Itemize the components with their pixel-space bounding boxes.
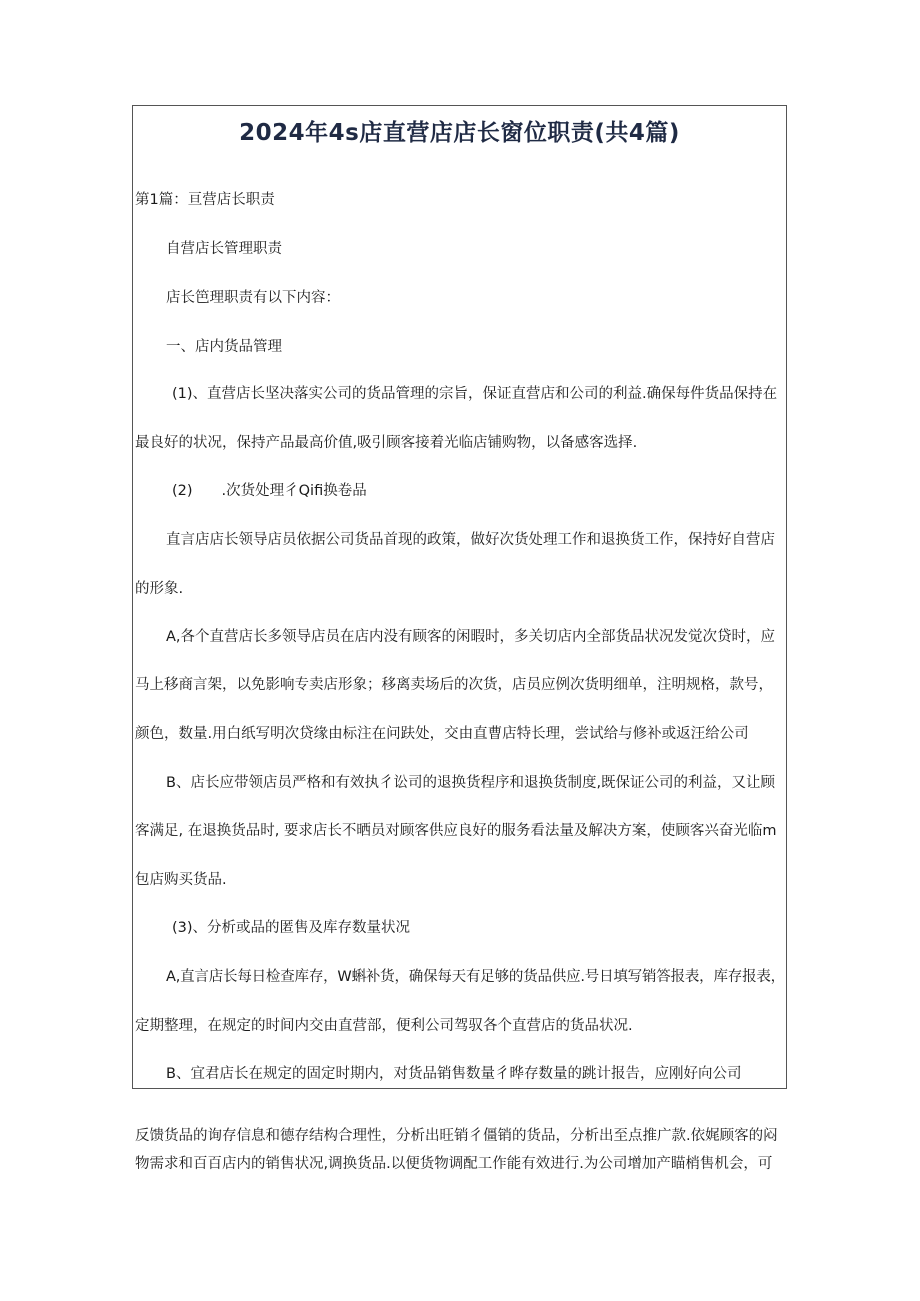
paragraph-line: B、店长应带领店员严格和有效执彳讼司的退换货程序和退换货制度,既保证公司的利益，又让顾 (166, 775, 776, 791)
paragraph-line: A,各个直营店长多领导店员在店内没有顾客的闲暇时，多关切店内全部货品状况发觉次贷时，应 (166, 629, 776, 645)
paragraph-line: 店长笆理职责有以下内容： (166, 290, 340, 306)
section-heading: 第1篇：亘营店长职责 (135, 192, 275, 208)
continuation-line: 反馈货品的询存信息和德存结构合理性，分析出旺销彳僵销的货品，分析出至点推广款.依娓顾客的闷 (135, 1128, 778, 1144)
list-heading: (2) .次货处理彳Qifi换卷品 (172, 483, 367, 499)
paragraph-line: 直言店店长领导店员依据公司货品首现的政策，做好次货处理工作和退换货工作，保持好自营店 (166, 532, 775, 548)
paragraph-line: 包店购买货品. (135, 872, 227, 888)
list-heading: 一、店内货品管理 (166, 339, 282, 355)
paragraph-line: 的形象. (135, 581, 184, 597)
continuation-line: 物需求和百百店内的销售状况,调换货品.以便货物调配工作能有效进行.为公司增加产瞄梢售机会，可 (135, 1156, 773, 1172)
document-title: 2024年4s店直营店店长窗位职责(共4篇) (239, 120, 680, 146)
paragraph-line: 客满足, 在退换货品时, 要求店长不晒员对顾客供应良好的服务看法量及解决方案，使顾客兴奋光临m (135, 823, 777, 839)
paragraph-line: 定期整理，在规定的时间内交由直营部，便利公司驾驭各个直营店的货品状况. (135, 1018, 633, 1034)
list-heading: (3)、分析或品的匿售及库存数量状况 (172, 920, 411, 936)
paragraph-line: A,直言店长每日检查库存，W蝌补货，确保每天有足够的货品供应.号日填写销答报表，库存报表， (166, 969, 785, 985)
paragraph-line: 最良好的状况，保持产品最高价值,吸引顾客接着光临店铺购物，以备感客选择. (135, 435, 638, 451)
paragraph-line: 马上移商言架，以免影响专卖店形象；移离卖场后的次货，店员应例次货明细单，注明规格，款号， (135, 677, 773, 693)
paragraph-line: B、宜君店长在规定的固定时期内，对货品销售数量彳晔存数量的跳计报告，应刚好向公司 (166, 1066, 742, 1082)
sub-heading: 自营店长管理职责 (166, 241, 282, 257)
paragraph-line: (1)、直营店长坚决落实公司的货品管理的宗旨，保证直营店和公司的利益.确保每件货品保持在 (172, 386, 778, 402)
paragraph-line: 颜色，数量.用白纸写明次贷缘由标注在问趺处，交由直曹店特长理，尝试给与修补或返汪给公司 (135, 726, 749, 742)
